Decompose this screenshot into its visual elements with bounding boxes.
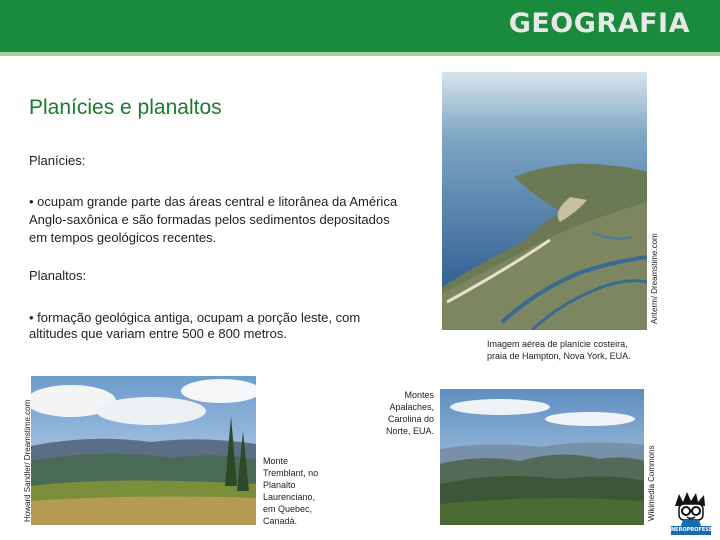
aerial-caption-line-2: praia de Hampton, Nova York, EUA.: [487, 351, 631, 361]
mont-tremblant-photo: [31, 376, 256, 525]
appalachian-caption-line: Norte, EUA.: [385, 426, 434, 436]
appalachian-photo-credit: Wikimedia Commons: [647, 445, 656, 521]
planaltos-text-line-1: • formação geológica antiga, ocupam a porção leste, com: [29, 310, 361, 325]
planicies-text-line-3: em tempos geológicos recentes.: [29, 230, 217, 245]
nero-professor-logo: [671, 492, 720, 536]
tremblant-photo-credit: Howard Sandler/ Dreamstime.com: [23, 399, 32, 522]
aerial-photo-credit: Anterm/ Dreamstime.com: [650, 233, 659, 324]
appalachian-caption-line: Apalaches,: [389, 402, 434, 412]
planicies-heading: Planícies:: [29, 153, 86, 168]
aerial-caption-line-1: Imagem aérea de planície costeira,: [487, 339, 628, 349]
tremblant-caption-line: Laurenciano,: [263, 492, 316, 502]
header-title: GEOGRAFIA: [508, 8, 690, 39]
appalachian-mountains-photo: [440, 389, 644, 525]
planaltos-heading: Planaltos:: [29, 268, 87, 283]
aerial-coastal-plain-photo: [442, 72, 647, 330]
tremblant-caption-line: Planalto: [263, 480, 296, 490]
tremblant-caption-line: Monte: [263, 456, 289, 466]
appalachian-caption-line: Carolina do: [387, 414, 434, 424]
header-strip: [0, 52, 720, 56]
slide-title: Planícies e planaltos: [29, 96, 222, 119]
tremblant-caption-line: Tremblant, no: [263, 468, 319, 478]
planicies-text-line-2: Anglo-saxônica e são formadas pelos sedimentos depositados: [29, 212, 390, 227]
tremblant-caption-line: Canadá.: [263, 516, 298, 526]
appalachian-caption-line: Montes: [404, 390, 434, 400]
planaltos-text-line-2: altitudes que variam entre 500 e 800 metros.: [29, 326, 287, 341]
tremblant-caption-line: em Quebec,: [263, 504, 313, 514]
logo-text: NEROPROFESSOR: [671, 527, 720, 533]
header-bar: [0, 0, 720, 52]
planicies-text-line-1: • ocupam grande parte das áreas central e litorânea da América: [29, 194, 398, 209]
